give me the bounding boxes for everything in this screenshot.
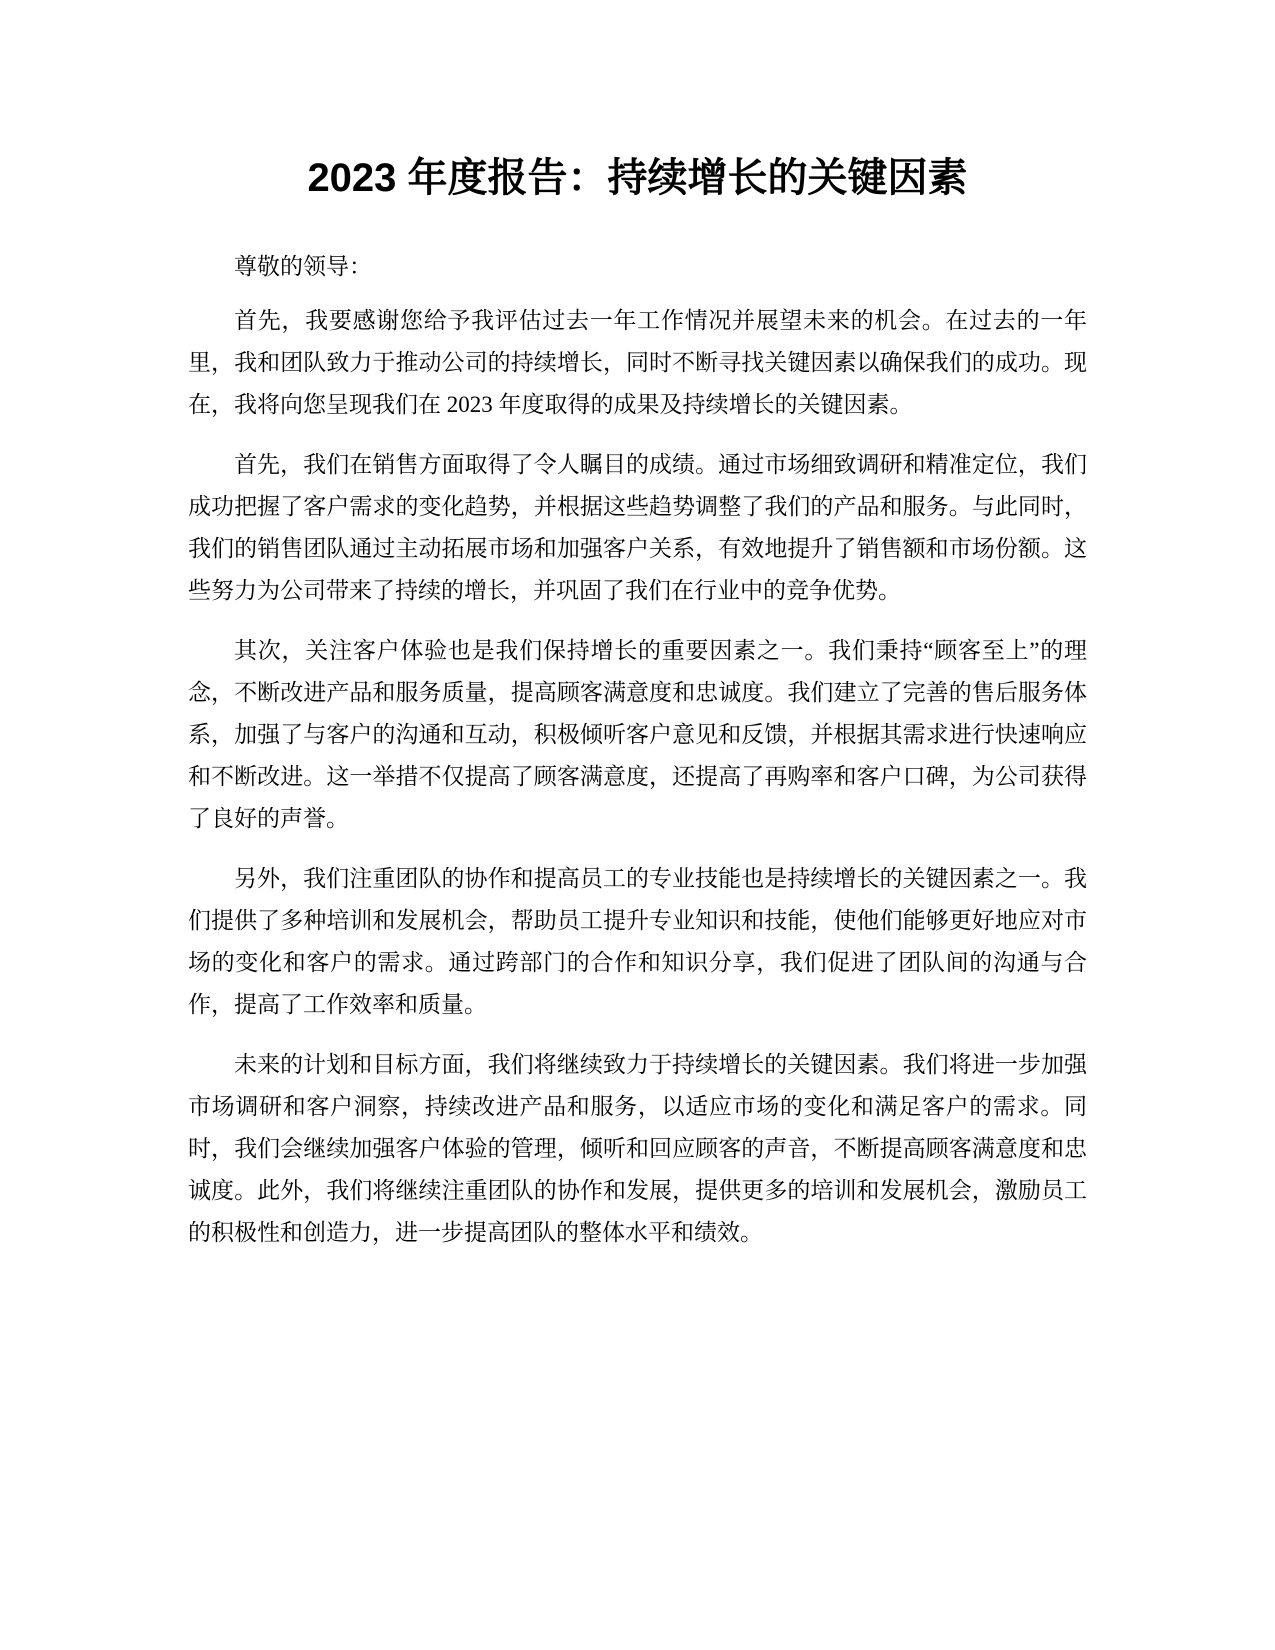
paragraph-thanks-intro: 首先，我要感谢您给予我评估过去一年工作情况并展望未来的机会。在过去的一年里，我和团队致力于推动公司的持续增长，同时不断寻找关键因素以确保我们的成功。现在，我将向您呈现我们在 2023 年度取得的成果及持续增长的关键因素。: [188, 308, 1087, 417]
document-title: 2023 年度报告：持续增长的关键因素: [307, 156, 968, 200]
paragraph-customer-experience: 其次，关注客户体验也是我们保持增长的重要因素之一。我们秉持“顾客至上”的理念，不断改进产品和服务质量，提高顾客满意度和忠诚度。我们建立了完善的售后服务体系，加强了与客户的沟通和互动，积极倾听客户意见和反馈，并根据其需求进行快速响应和不断改进。这一举措不仅提高了顾客满意度，还提高了再购率和客户口碑，为公司获得了良好的声誉。: [188, 638, 1087, 831]
salutation: 尊敬的领导：: [234, 254, 372, 279]
paragraph-future-plans: 未来的计划和目标方面，我们将继续致力于持续增长的关键因素。我们将进一步加强市场调研和客户洞察，持续改进产品和服务，以适应市场的变化和满足客户的需求。同时，我们会继续加强客户体验的管理，倾听和回应顾客的声音，不断提高顾客满意度和忠诚度。此外，我们将继续注重团队的协作和发展，提供更多的培训和发展机会，激励员工的积极性和创造力，进一步提高团队的整体水平和绩效。: [188, 1052, 1087, 1245]
paragraph-team-collaboration: 另外，我们注重团队的协作和提高员工的专业技能也是持续增长的关键因素之一。我们提供了多种培训和发展机会，帮助员工提升专业知识和技能，使他们能够更好地应对市场的变化和客户的需求。通过跨部门的合作和知识分享，我们促进了团队间的沟通与合作，提高了工作效率和质量。: [188, 866, 1087, 1017]
paragraph-sales-results: 首先，我们在销售方面取得了令人瞩目的成绩。通过市场细致调研和精准定位，我们成功把握了客户需求的变化趋势，并根据这些趋势调整了我们的产品和服务。与此同时，我们的销售团队通过主动拓展市场和加强客户关系，有效地提升了销售额和市场份额。这些努力为公司带来了持续的增长，并巩固了我们在行业中的竞争优势。: [188, 452, 1087, 603]
